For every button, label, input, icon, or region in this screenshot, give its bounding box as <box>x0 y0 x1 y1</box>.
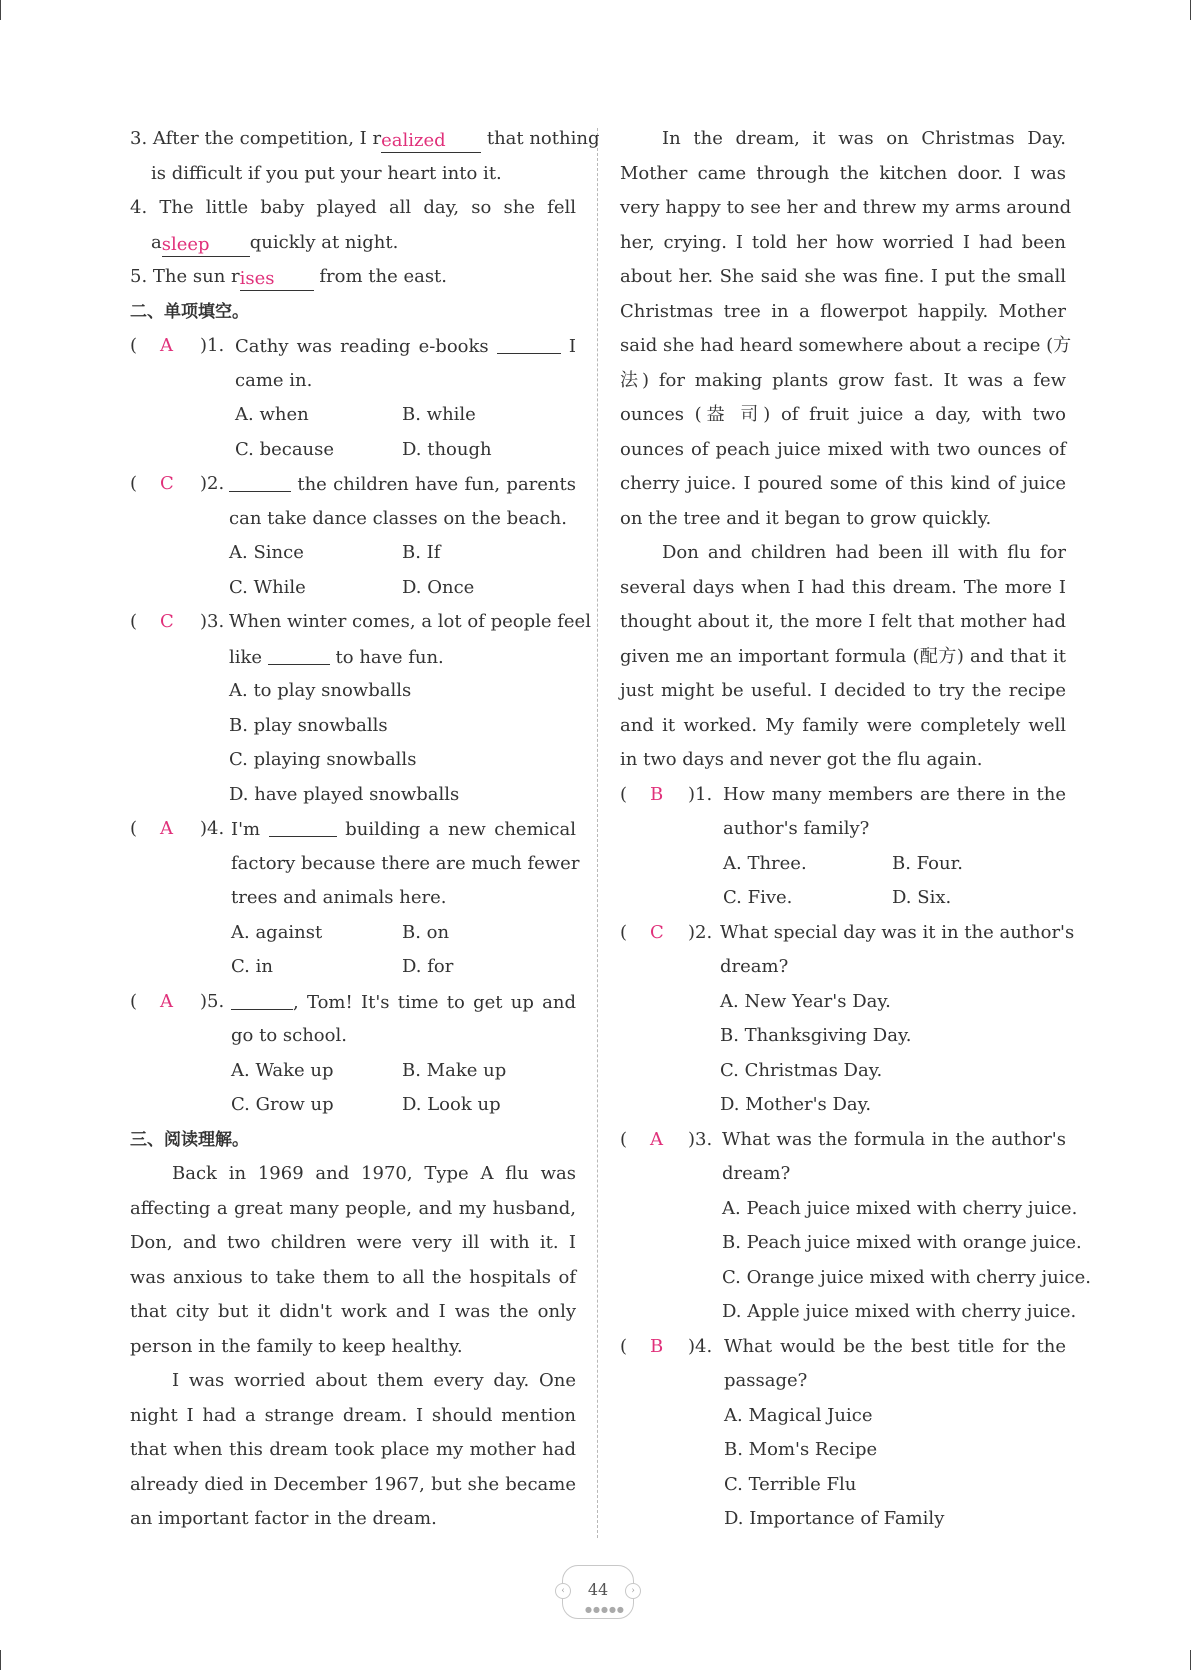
question-3: ( C )3. When winter comes, a lot of people feel <box>130 605 576 640</box>
answer-letter: C <box>650 921 664 943</box>
answer-letter: C <box>160 473 174 494</box>
answer-blank[interactable]: sleep <box>162 232 250 257</box>
section-title-2: 二、单项填空。 <box>130 301 249 322</box>
reading-question-2: ( C )2. What special day was it in the author's <box>620 916 1066 951</box>
passage-paragraph-2: I was worried about them every day. One night I had a strange dream. I should mention that when this dream took place my mother had already died in December 1967, but she became an important factor in the dream. <box>130 1370 576 1529</box>
chevron-right-icon: › <box>625 1583 641 1599</box>
fill-item-3: 3. After the competition, I realized that nothing <box>130 128 600 151</box>
column-divider <box>597 128 598 1538</box>
crop-mark <box>0 0 1 20</box>
page-number-badge <box>562 1565 634 1619</box>
answer-blank[interactable] <box>269 812 337 837</box>
options-q2: A. Since B. If <box>229 542 441 563</box>
answer-blank[interactable]: ealized <box>381 128 481 153</box>
answer-letter: A <box>650 1128 663 1150</box>
answer-letter: B <box>650 783 664 805</box>
options-q1: A. when B. while <box>235 404 476 425</box>
fill-item-5: 5. The sun rises from the east. <box>130 266 448 289</box>
answer-letter: A <box>160 990 173 1012</box>
question-2: ( C )2. the children have fun, parents <box>130 467 576 502</box>
answer-blank[interactable] <box>497 329 561 354</box>
answer-blank[interactable] <box>268 640 330 665</box>
question-5: ( A )5. , Tom! It's time to get up and <box>130 985 576 1020</box>
question-1: ( A )1. Cathy was reading e-books I <box>130 329 576 364</box>
options-rq1: A. Three. B. Four. <box>723 852 963 874</box>
section-title-3: 三、阅读理解。 <box>130 1129 249 1150</box>
question-4: ( A )4. I'm building a new chemical <box>130 812 576 847</box>
fill-item-4-cont: asleep quickly at night. <box>151 231 399 255</box>
fill-item-4: 4. The little baby played all day, so she fell <box>130 197 576 218</box>
dots-decoration: ●●●●● <box>585 1605 625 1614</box>
answer-blank[interactable] <box>231 985 293 1010</box>
answer-letter: B <box>650 1335 664 1357</box>
fill-item-3-cont: is difficult if you put your heart into it. <box>151 162 502 184</box>
reading-question-1: ( B )1. How many members are there in the <box>620 778 1066 813</box>
page-number: 44 <box>587 1580 609 1599</box>
crop-mark <box>0 1650 1 1670</box>
chevron-left-icon: ‹ <box>555 1583 571 1599</box>
reading-question-3: ( A )3. What was the formula in the author's <box>620 1123 1066 1158</box>
options-q4: A. against B. on <box>231 921 450 943</box>
reading-question-4: ( B )4. What would be the best title for the <box>620 1330 1066 1365</box>
passage-paragraph-4: Don and children had been ill with flu for several days when I had this dream. The more I thought about it, the more I felt that mother had given me an important formula (配方) and that it just might be useful. I decided to try the recipe and it worked. My family were completely well in two days and never got the flu again. <box>620 542 1066 770</box>
answer-letter: A <box>160 818 173 839</box>
passage-paragraph-3: In the dream, it was on Christmas Day. Mother came through the kitchen door. I was very happy to see her and threw my arms around her, crying. I told her how worried I had been about her. She said she was fine. I put the small Christmas tree in a flowerpot happily. Mother said she had heard somewhere about a recipe (方 法) for making plants grow fast. It was a few ounces (盎 司) of fruit juice a day, with two ounces of peach juice mixed with two ounces of cherry juice. I poured some of this kind of juice on the tree and it began to grow quickly. <box>620 128 1072 529</box>
answer-letter: C <box>160 611 174 632</box>
answer-blank[interactable]: ises <box>240 266 314 291</box>
options-q5: A. Wake up B. Make up <box>231 1059 507 1081</box>
left-column: 3. After the competition, I realized that nothing is difficult if you put your heart into it. 4. The little baby played all day, so she fell asleep quickly at night. 5. The sun rises from the east. 二、单项填空。 ( A )1. Cathy was reading e-books I came in. A. when B. while C. because D. though ( C )2. the children have fun, parents can take dance classes on the beach. A. Since B. If C. While D. Once ( C )3. When winter comes, a lot of people feel like to have fun. A. to play snowballs B. play snowballs C. playing snowballs D. have played snowballs ( A )4. I'm building a new chemical factory because there are much fewer trees and animals here. A. against B. on C. in D. for ( A )5. , Tom! It's time to get up and go to school. A. Wake up B. Make up C. Grow up D. Look up 三、阅读理解。 Back in 1969 and 1970, Type A flu was affecting a great many people, and my husband, Don, and two children were very ill with it. I was anxious to take them to all the hospitals of that city but it didn't work and I was the only person in the family to keep healthy. I was worried about them every day. One night I had a strange dream. I should mention that when this dream took place my mother had already died in December 1967, but she became an important factor in the dream. <box>130 122 576 1537</box>
answer-letter: A <box>160 335 173 356</box>
right-column: In the dream, it was on Christmas Day. Mother came through the kitchen door. I was very happy to see her and threw my arms around her, crying. I told her how worried I had been about her. She said she was fine. I put the small Christmas tree in a flowerpot happily. Mother said she had heard somewhere about a recipe (方 法) for making plants grow fast. It was a few ounces (盎 司) of fruit juice a day, with two ounces of peach juice mixed with two ounces of cherry juice. I poured some of this kind of juice on the tree and it began to grow quickly. Don and children had been ill with flu for several days when I had this dream. The more I thought about it, the more I felt that mother had given me an important formula (配方) and that it just might be useful. I decided to try the recipe and it worked. My family were completely well in two days and never got the flu again. ( B )1. How many members are there in the author's family? A. Three. B. Four. C. Five. D. Six. ( C )2. What special day was it in the author's dream? A. New Year's Day. B. Thanksgiving Day. C. Christmas Day. D. Mother's Day. ( A )3. What was the formula in the author's dream? A. Peach juice mixed with cherry juice. B. Peach juice mixed with orange juice. C. Orange juice mixed with cherry juice. D. Apple juice mixed with cherry juice. ( B )4. What would be the best title for the passage? A. Magical Juice B. Mom's Recipe C. Terrible Flu D. Importance of Family <box>620 122 1066 1537</box>
passage-paragraph-1: Back in 1969 and 1970, Type A flu was affecting a great many people, and my husband, Don, and two children were very ill with it. I was anxious to take them to all the hospitals of that city but it didn't work and I was the only person in the family to keep healthy. <box>130 1163 576 1357</box>
answer-blank[interactable] <box>229 467 291 492</box>
